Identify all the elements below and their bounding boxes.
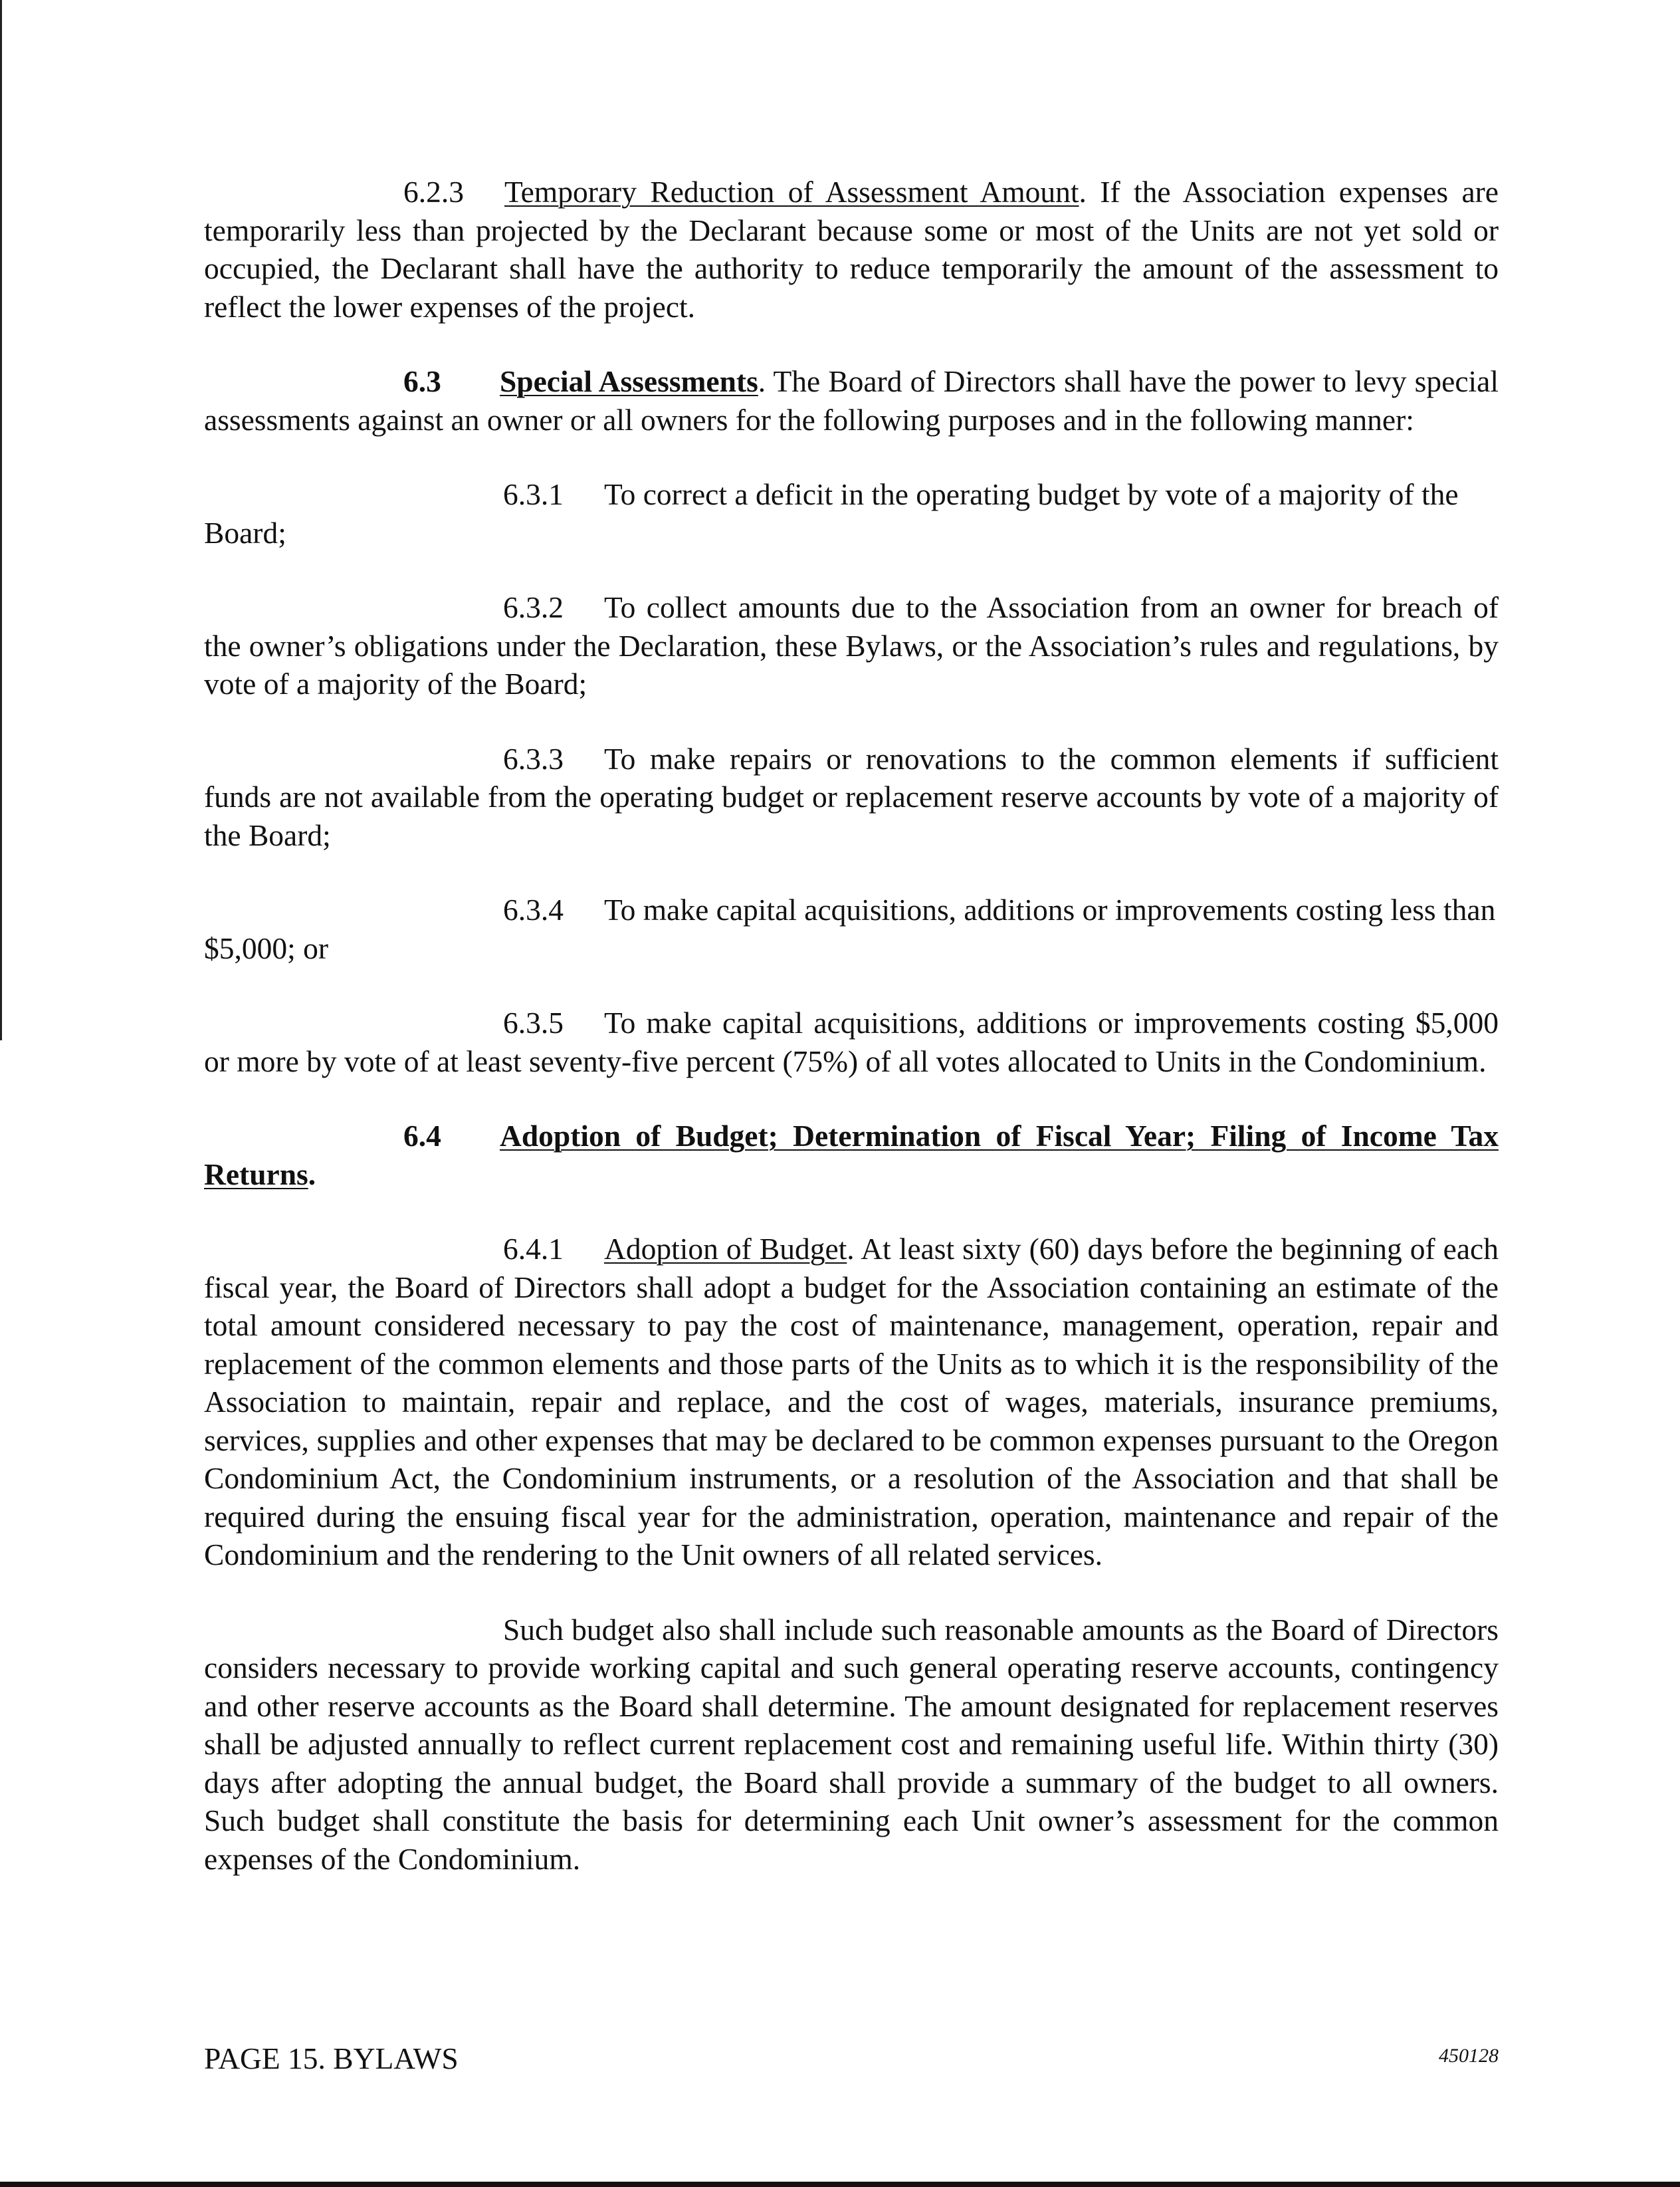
- section-6-3-5: [204, 1004, 1499, 1080]
- document-body: [204, 173, 1499, 1878]
- scan-bottom-rule: [0, 2182, 1680, 2187]
- section-text: To collect amounts due to the Association from an owner for breach of the owner’s obligations under the Declaration, these Bylaws, or the Association’s rules and regulations, by vote of a majority of the Board;: [204, 590, 1499, 701]
- section-text: To make capital acquisitions, additions or improvements costing less than: [604, 893, 1496, 927]
- section-6-4: [204, 1117, 1499, 1193]
- section-6-3-3: [204, 740, 1499, 855]
- section-heading: Adoption of Budget; Determination of Fiscal Year; Filing of Income Tax Returns: [204, 1119, 1499, 1191]
- document-number: 450128: [1439, 2045, 1499, 2067]
- section-trailing: $5,000; or: [204, 931, 329, 965]
- section-number: 6.2.3: [403, 175, 464, 209]
- section-heading: Adoption of Budget: [604, 1232, 847, 1266]
- section-heading: Temporary Reduction of Assessment Amount: [504, 175, 1079, 209]
- section-text: . The Board of Directors shall have the power to levy special assessments against an owner or all owners for the following purposes and in the following manner:: [204, 364, 1499, 437]
- section-text: Such budget also shall include such reasonable amounts as the Board of Directors considers necessary to provide working capital and such general operating reserve accounts, contingency and other reserve accounts as the Board shall determine. The amount designated for replacement reserves shall be adjusted annually to reflect current replacement cost and remaining useful life. Within thirty (30) days after adopting the annual budget, the Board shall provide a summary of the budget to all owners. Such budget shall constitute the basis for determining each Unit owner’s assessment for the common expenses of the Condominium.: [204, 1612, 1499, 1876]
- section-trailing: Board;: [204, 515, 286, 550]
- section-number: 6.3: [403, 364, 441, 398]
- page-label: PAGE 15. BYLAWS: [204, 2041, 459, 2075]
- section-number: 6.3.4: [503, 893, 564, 927]
- section-6-3-4: [204, 891, 1499, 967]
- section-number: 6.3.5: [503, 1006, 564, 1040]
- section-text: To make capital acquisitions, additions or improvements costing $5,000 or more by vote of at least seventy-five percent (75%) of all votes allocated to Units in the Condominium.: [204, 1006, 1499, 1078]
- section-6-4-1: [204, 1230, 1499, 1574]
- section-6-3-2: [204, 588, 1499, 703]
- section-heading-end: .: [308, 1157, 316, 1191]
- section-number: 6.4.1: [503, 1232, 564, 1266]
- section-6-3-1: [204, 475, 1499, 552]
- section-6-3: [204, 362, 1499, 439]
- section-number: 6.4: [403, 1119, 441, 1153]
- section-text: . If the Association expenses are temporarily less than projected by the Declarant because some or most of the Units are not yet sold or occupied, the Declarant shall have the authority to reduce temporarily the amount of the assessment to reflect the lower expenses of the project.: [204, 175, 1499, 324]
- section-text: . At least sixty (60) days before the beginning of each fiscal year, the Board of Directors shall adopt a budget for the Association containing an estimate of the total amount considered necessary to pay the cost of maintenance, management, operation, repair and replacement of the common elements and those parts of the Units as to which it is the responsibility of the Association to maintain, repair and replace, and the cost of wages, materials, insurance premiums, services, supplies and other expenses that may be declared to be common expenses pursuant to the Oregon Condominium Act, the Condominium instruments, or a resolution of the Association and that shall be required during the ensuing fiscal year for the administration, operation, maintenance and repair of the Condominium and the rendering to the Unit owners of all related services.: [204, 1232, 1499, 1571]
- section-text: To make repairs or renovations to the common elements if sufficient funds are not available from the operating budget or replacement reserve accounts by vote of a majority of the Board;: [204, 741, 1499, 852]
- section-number: 6.3.1: [503, 477, 564, 511]
- scan-edge-left: [0, 0, 2, 1040]
- section-text: To correct a deficit in the operating budget by vote of a majority of the: [604, 477, 1459, 511]
- section-6-2-3: [204, 173, 1499, 326]
- section-6-4-1-continued: [204, 1611, 1499, 1879]
- section-number: 6.3.3: [503, 741, 564, 776]
- section-number: 6.3.2: [503, 590, 564, 624]
- section-heading: Special Assessments: [500, 364, 758, 398]
- page-footer: [204, 2041, 1499, 2081]
